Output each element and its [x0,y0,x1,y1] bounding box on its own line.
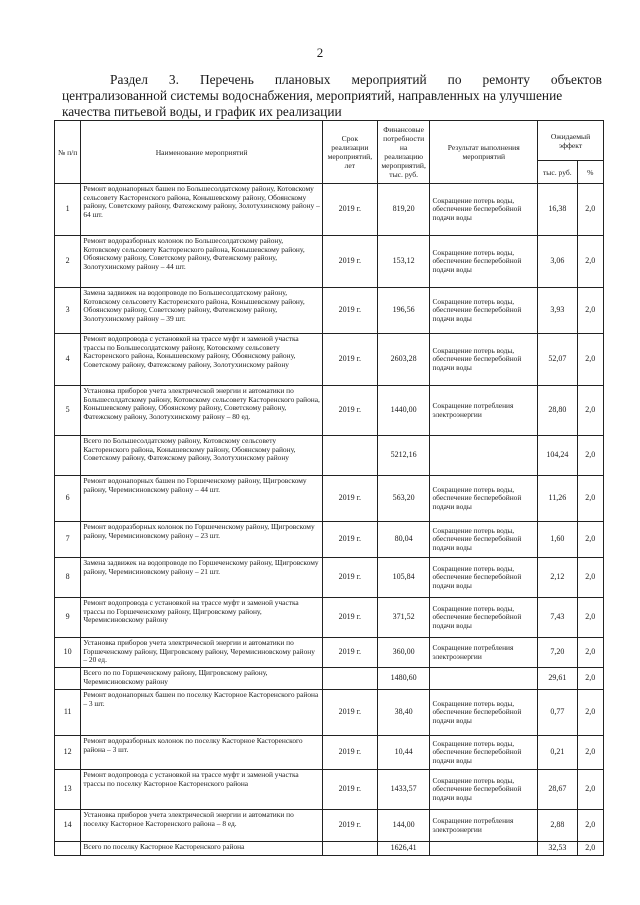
cell-name: Ремонт водопровода с установкой на трассе муфт и заменой участка трассы по Большесолдатскому району, Котовскому сельсовету Касторенского района, Конышевскому району, Обоянскому району, Советскому району, Фатежскому району, Золотухинскому району [81,334,323,386]
cell-effect-pct: 2,0 [577,288,603,334]
cell-cost: 1433,57 [377,770,430,810]
cell-num: 3 [55,288,81,334]
cell-num: 7 [55,522,81,558]
total-row [55,436,604,476]
cell-name: Ремонт водонапорных башен по поселку Касторное Касторенского района – 3 шт. [81,690,323,736]
heading-line-2: централизованной системы водоснабжения, мероприятий, направленных на улучшение [62,88,563,103]
heading-word: мероприятий [351,72,427,87]
header-finance: Финансовые потребности на реализацию мероприятий, тыс. руб. [377,121,430,184]
cell-term [322,436,377,476]
cell-result: Сокращение потерь воды, обеспечение бесперебойной подачи воды [430,236,538,288]
table-row [55,810,604,842]
cell-num: 12 [55,736,81,770]
cell-effect-rub: 28,67 [538,770,578,810]
heading-word: ремонту [482,72,530,87]
cell-effect-rub: 104,24 [538,436,578,476]
heading-word: плановых [274,72,331,87]
cell-effect-rub: 2,88 [538,810,578,842]
cell-num: 9 [55,598,81,638]
cell-num: 8 [55,558,81,598]
cell-effect-pct: 2,0 [577,842,603,856]
cell-cost: 1440,00 [377,386,430,436]
cell-result: Сокращение потерь воды, обеспечение бесперебойной подачи воды [430,288,538,334]
table-row [55,598,604,638]
cell-term: 2019 г. [322,184,377,236]
heading-word: Перечень [199,72,254,87]
cell-name: Ремонт водопровода с установкой на трассе муфт и заменой участка трассы по Горшеченскому району, Щигровскому району, Черемисиновскому району [81,598,323,638]
cell-name: Ремонт водонапорных башен по Горшеченскому району, Щигровскому району, Черемисиновскому району – 44 шт. [81,476,323,522]
cell-effect-rub: 7,43 [538,598,578,638]
cell-cost: 563,20 [377,476,430,522]
cell-term [322,842,377,856]
cell-effect-rub: 32,53 [538,842,578,856]
cell-result [430,436,538,476]
cell-effect-pct: 2,0 [577,522,603,558]
cell-name: Установка приборов учета электрической энергии и автоматики по Горшеченскому району, Щигровскому району, Черемисиновскому району – 20 ед. [81,638,323,668]
cell-result: Сокращение потребления электроэнергии [430,386,538,436]
cell-term [322,668,377,690]
cell-num [55,668,81,690]
cell-term: 2019 г. [322,770,377,810]
cell-effect-pct: 2,0 [577,770,603,810]
cell-effect-pct: 2,0 [577,598,603,638]
cell-cost: 1480,60 [377,668,430,690]
cell-cost: 5212,16 [377,436,430,476]
cell-name: Всего по поселку Касторное Касторенского района [81,842,323,856]
table-row [55,522,604,558]
heading-word: объектов [550,72,602,87]
cell-effect-pct: 2,0 [577,810,603,842]
cell-effect-pct: 2,0 [577,184,603,236]
table-row [55,638,604,668]
cell-num: 4 [55,334,81,386]
cell-cost: 105,84 [377,558,430,598]
cell-term: 2019 г. [322,638,377,668]
cell-effect-pct: 2,0 [577,334,603,386]
header-term: Срок реализации мероприятий, лет [322,121,377,184]
cell-result: Сокращение потребления электроэнергии [430,810,538,842]
table-row [55,334,604,386]
table-row [55,236,604,288]
cell-name: Ремонт водоразборных колонок по Большесолдатскому району, Котовскому сельсовету Касторенского района, Конышевскому району, Обоянскому району, Советскому району, Фатежскому району, Золотухинскому району – 44 шт. [81,236,323,288]
cell-num: 11 [55,690,81,736]
cell-term: 2019 г. [322,476,377,522]
cell-cost: 2603,28 [377,334,430,386]
cell-term: 2019 г. [322,810,377,842]
cell-cost: 819,20 [377,184,430,236]
table-row [55,476,604,522]
cell-name: Ремонт водоразборных колонок по поселку Касторное Касторенского района – 3 шт. [81,736,323,770]
cell-name: Всего по по Горшеченскому району, Щигровскому району, Черемисиновскому району [81,668,323,690]
total-row [55,842,604,856]
total-row [55,668,604,690]
cell-effect-rub: 1,60 [538,522,578,558]
cell-name: Ремонт водонапорных башен по Большесолдатскому району, Котовскому сельсовету Касторенского района, Конышевскому району, Обоянскому району, Советскому району, Фатежскому району, Золотухинскому району – 64 шт. [81,184,323,236]
header-result: Результат выполнения мероприятий [430,121,538,184]
cell-name: Ремонт водоразборных колонок по Горшеченскому району, Щигровскому району, Черемисиновскому району – 23 шт. [81,522,323,558]
activities-table [54,120,604,856]
cell-effect-pct: 2,0 [577,736,603,770]
cell-effect-pct: 2,0 [577,690,603,736]
table-row [55,736,604,770]
table-row [55,770,604,810]
cell-effect-rub: 3,93 [538,288,578,334]
cell-name: Замена задвижек на водопроводе по Горшеченскому району, Щигровскому району, Черемисиновскому району – 21 шт. [81,558,323,598]
cell-effect-pct: 2,0 [577,386,603,436]
cell-effect-pct: 2,0 [577,476,603,522]
cell-num: 14 [55,810,81,842]
cell-result [430,668,538,690]
cell-result: Сокращение потерь воды, обеспечение бесперебойной подачи воды [430,184,538,236]
cell-num: 10 [55,638,81,668]
cell-effect-rub: 3,06 [538,236,578,288]
cell-term: 2019 г. [322,522,377,558]
header-num: № п/п [55,121,81,184]
cell-effect-rub: 28,80 [538,386,578,436]
cell-num: 5 [55,386,81,436]
cell-result: Сокращение потребления электроэнергии [430,638,538,668]
cell-effect-rub: 11,26 [538,476,578,522]
heading-line-3: качества питьевой воды, и график их реализации [62,104,342,119]
cell-term: 2019 г. [322,236,377,288]
cell-num [55,436,81,476]
cell-effect-rub: 0,21 [538,736,578,770]
cell-name: Установка приборов учета электрической энергии и автоматики по поселку Касторное Касторенского района – 8 ед. [81,810,323,842]
cell-cost: 80,04 [377,522,430,558]
header-effect-rub: тыс. руб. [538,161,578,184]
page-number: 2 [316,45,324,60]
cell-effect-rub: 52,07 [538,334,578,386]
cell-effect-rub: 0,77 [538,690,578,736]
cell-num: 1 [55,184,81,236]
cell-name: Всего по Большесолдатскому району, Котовскому сельсовету Касторенского района, Конышевскому району, Обоянскому району, Советскому району, Фатежскому району, Золотухинскому району [81,436,323,476]
cell-result: Сокращение потерь воды, обеспечение бесперебойной подачи воды [430,598,538,638]
cell-effect-rub: 7,20 [538,638,578,668]
cell-result: Сокращение потерь воды, обеспечение бесперебойной подачи воды [430,558,538,598]
heading-word: 3. [168,72,179,87]
cell-result: Сокращение потерь воды, обеспечение бесперебойной подачи воды [430,736,538,770]
cell-effect-rub: 2,12 [538,558,578,598]
cell-result: Сокращение потерь воды, обеспечение бесперебойной подачи воды [430,334,538,386]
heading-word: Раздел [110,72,148,87]
cell-cost: 1626,41 [377,842,430,856]
cell-num: 2 [55,236,81,288]
cell-term: 2019 г. [322,558,377,598]
cell-term: 2019 г. [322,334,377,386]
cell-cost: 144,00 [377,810,430,842]
section-heading [62,72,602,120]
cell-cost: 38,40 [377,690,430,736]
cell-result: Сокращение потерь воды, обеспечение бесперебойной подачи воды [430,770,538,810]
header-name: Наименование мероприятий [81,121,323,184]
cell-effect-pct: 2,0 [577,436,603,476]
cell-effect-pct: 2,0 [577,668,603,690]
cell-term: 2019 г. [322,288,377,334]
cell-name: Ремонт водопровода с установкой на трассе муфт и заменой участка трассы по поселку Касторное Касторенского района [81,770,323,810]
cell-num: 13 [55,770,81,810]
cell-term: 2019 г. [322,386,377,436]
table-row [55,288,604,334]
cell-cost: 196,56 [377,288,430,334]
cell-result: Сокращение потерь воды, обеспечение бесперебойной подачи воды [430,522,538,558]
header-effect-pct: % [577,161,603,184]
cell-result: Сокращение потерь воды, обеспечение бесперебойной подачи воды [430,690,538,736]
cell-cost: 371,52 [377,598,430,638]
cell-effect-pct: 2,0 [577,558,603,598]
cell-cost: 153,12 [377,236,430,288]
cell-term: 2019 г. [322,736,377,770]
table-row [55,386,604,436]
table-row [55,184,604,236]
table-row [55,690,604,736]
header-effect: Ожидаемый эффект [538,121,604,161]
cell-cost: 360,00 [377,638,430,668]
heading-line-1 [62,72,602,88]
cell-result: Сокращение потерь воды, обеспечение бесперебойной подачи воды [430,476,538,522]
cell-term: 2019 г. [322,690,377,736]
cell-num [55,842,81,856]
cell-effect-pct: 2,0 [577,236,603,288]
cell-cost: 10,44 [377,736,430,770]
cell-effect-rub: 29,61 [538,668,578,690]
cell-effect-rub: 16,38 [538,184,578,236]
cell-term: 2019 г. [322,598,377,638]
cell-num: 6 [55,476,81,522]
cell-effect-pct: 2,0 [577,638,603,668]
cell-name: Установка приборов учета электрической энергии и автоматики по Большесолдатскому району, Котовскому сельсовету Касторенского района, Конышевскому району, Обоянскому району, Советскому району, Фатежскому району, Золотухинскому району – 80 ед. [81,386,323,436]
cell-name: Замена задвижек на водопроводе по Большесолдатскому району, Котовскому сельсовету Касторенского района, Конышевскому району, Обоянскому району, Советскому району, Фатежскому району, Золотухинскому району – 39 шт. [81,288,323,334]
cell-result [430,842,538,856]
table-row [55,558,604,598]
heading-word: по [447,72,462,87]
